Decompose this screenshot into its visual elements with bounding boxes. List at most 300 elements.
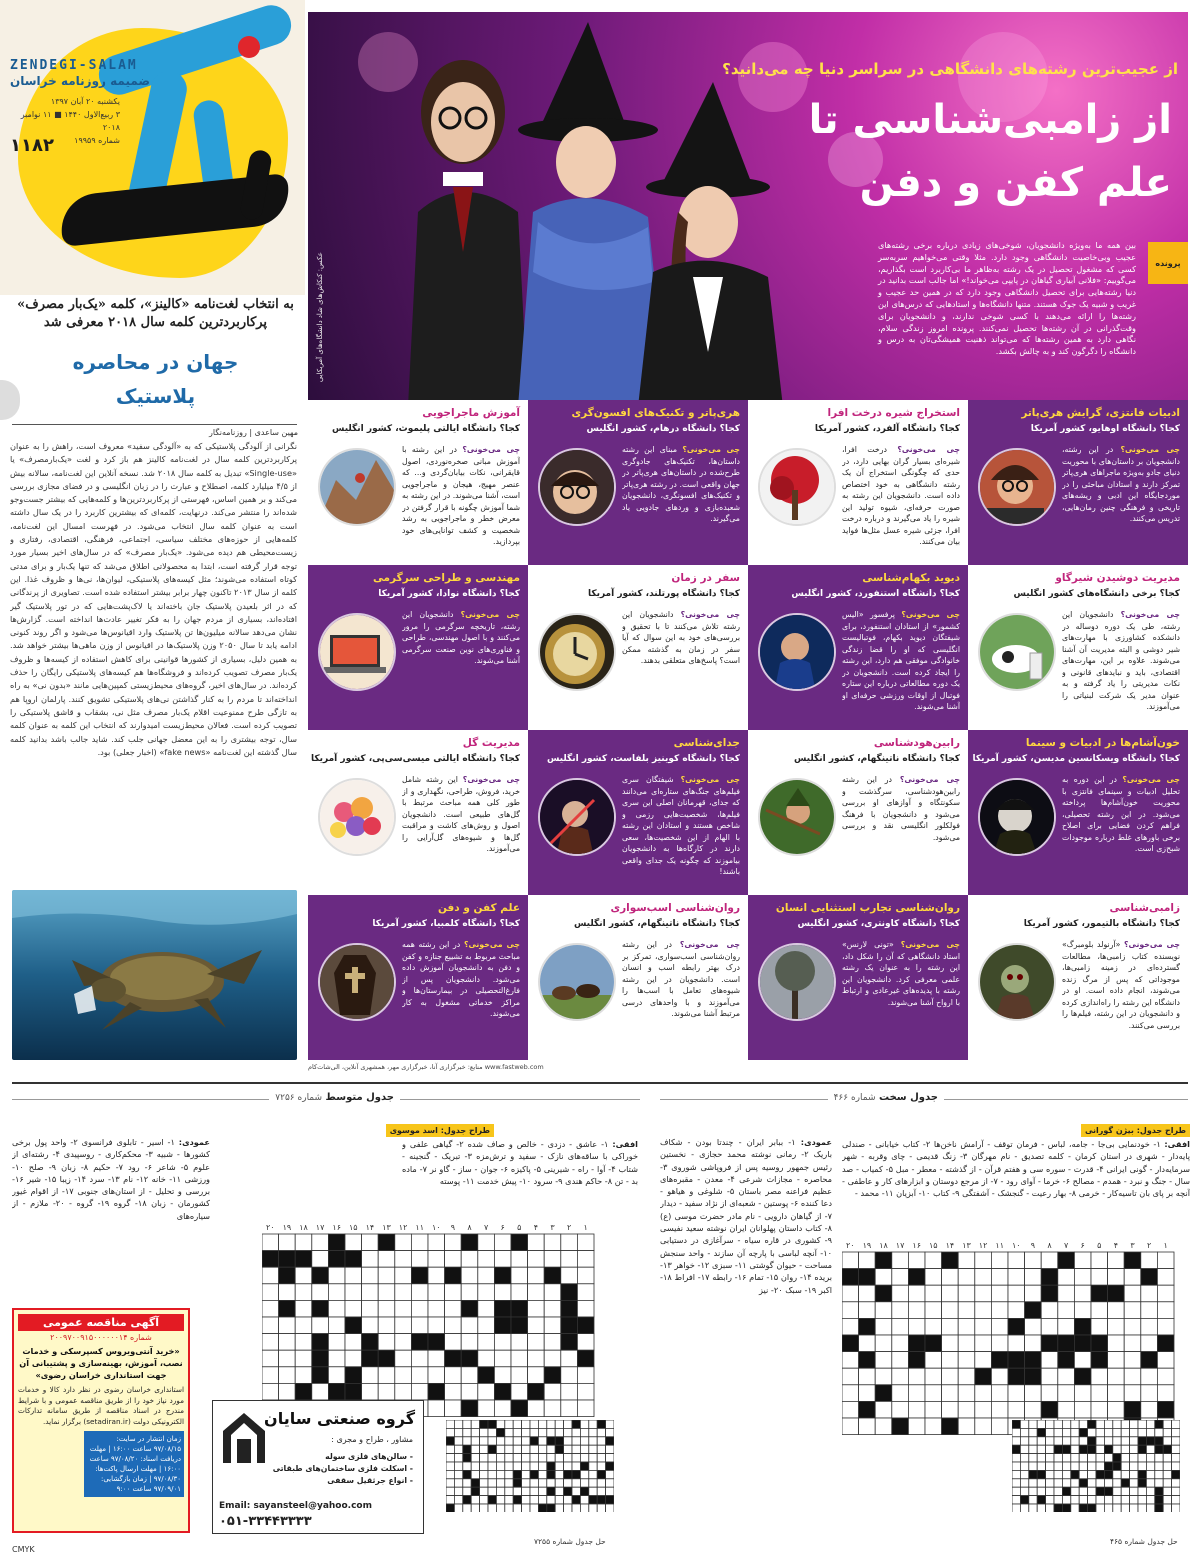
crossword-cell[interactable] (1029, 1504, 1037, 1512)
crossword-cell[interactable] (312, 1284, 329, 1301)
crossword-cell[interactable] (1012, 1470, 1020, 1478)
crossword-cell[interactable] (496, 1437, 504, 1445)
crossword-cell[interactable] (1041, 1302, 1058, 1319)
crossword-cell[interactable] (279, 1234, 296, 1251)
crossword-cell[interactable] (1071, 1479, 1079, 1487)
crossword-cell[interactable] (1108, 1269, 1125, 1286)
crossword-cell[interactable] (1046, 1445, 1054, 1453)
crossword-cell[interactable] (513, 1420, 521, 1428)
crossword-cell[interactable] (589, 1420, 597, 1428)
crossword-cell[interactable] (1020, 1445, 1028, 1453)
crossword-cell[interactable] (395, 1234, 412, 1251)
crossword-cell[interactable] (461, 1383, 478, 1400)
crossword-cell[interactable] (859, 1385, 876, 1402)
crossword-cell[interactable] (1138, 1428, 1146, 1436)
crossword-cell[interactable] (1079, 1454, 1087, 1462)
crossword-cell[interactable] (892, 1401, 909, 1418)
crossword-cell[interactable] (530, 1487, 538, 1495)
crossword-cell[interactable] (1074, 1285, 1091, 1302)
crossword-cell[interactable] (597, 1454, 605, 1462)
crossword-cell[interactable] (942, 1302, 959, 1319)
crossword-cell[interactable] (454, 1437, 462, 1445)
crossword-cell[interactable] (1029, 1479, 1037, 1487)
crossword-cell[interactable] (544, 1234, 561, 1251)
crossword-cell[interactable] (1079, 1420, 1087, 1428)
crossword-cell[interactable] (1121, 1428, 1129, 1436)
crossword-cell[interactable] (1041, 1252, 1058, 1269)
crossword-cell[interactable] (1172, 1496, 1180, 1504)
crossword-cell[interactable] (1058, 1401, 1075, 1418)
crossword-cell[interactable] (1113, 1470, 1121, 1478)
crossword-cell[interactable] (892, 1352, 909, 1369)
crossword-cell[interactable] (328, 1267, 345, 1284)
crossword-cell[interactable] (480, 1445, 488, 1453)
crossword-cell[interactable] (1046, 1428, 1054, 1436)
crossword-cell[interactable] (925, 1368, 942, 1385)
crossword-cell[interactable] (395, 1317, 412, 1334)
crossword-cell[interactable] (428, 1400, 445, 1417)
crossword-cell[interactable] (942, 1318, 959, 1335)
crossword-cell[interactable] (1062, 1454, 1070, 1462)
crossword-cell[interactable] (1046, 1420, 1054, 1428)
crossword-cell[interactable] (1041, 1318, 1058, 1335)
crossword-cell[interactable] (1108, 1318, 1125, 1335)
crossword-cell[interactable] (378, 1317, 395, 1334)
crossword-cell[interactable] (572, 1428, 580, 1436)
crossword-cell[interactable] (505, 1504, 513, 1512)
crossword-cell[interactable] (494, 1350, 511, 1367)
crossword-cell[interactable] (925, 1385, 942, 1402)
crossword-cell[interactable] (494, 1284, 511, 1301)
crossword-cell[interactable] (446, 1445, 454, 1453)
crossword-cell[interactable] (279, 1334, 296, 1351)
crossword-cell[interactable] (328, 1334, 345, 1351)
crossword-cell[interactable] (1141, 1302, 1158, 1319)
crossword-cell[interactable] (597, 1504, 605, 1512)
crossword-cell[interactable] (1138, 1462, 1146, 1470)
crossword-cell[interactable] (528, 1251, 545, 1268)
crossword-cell[interactable] (1113, 1437, 1121, 1445)
crossword-cell[interactable] (1155, 1462, 1163, 1470)
crossword-cell[interactable] (454, 1496, 462, 1504)
crossword-cell[interactable] (445, 1251, 462, 1268)
crossword-cell[interactable] (958, 1385, 975, 1402)
crossword-cell[interactable] (908, 1418, 925, 1435)
crossword-cell[interactable] (463, 1462, 471, 1470)
crossword-cell[interactable] (362, 1251, 379, 1268)
crossword-cell[interactable] (1104, 1437, 1112, 1445)
crossword-cell[interactable] (395, 1334, 412, 1351)
crossword-cell[interactable] (925, 1302, 942, 1319)
crossword-cell[interactable] (1020, 1420, 1028, 1428)
crossword-cell[interactable] (580, 1470, 588, 1478)
crossword-cell[interactable] (262, 1350, 279, 1367)
crossword-cell[interactable] (908, 1252, 925, 1269)
crossword-cell[interactable] (1121, 1445, 1129, 1453)
crossword-cell[interactable] (555, 1504, 563, 1512)
crossword-cell[interactable] (1025, 1335, 1042, 1352)
crossword-cell[interactable] (480, 1454, 488, 1462)
crossword-cell[interactable] (494, 1251, 511, 1268)
crossword-cell[interactable] (328, 1284, 345, 1301)
crossword-cell[interactable] (511, 1251, 528, 1268)
crossword-cell[interactable] (1163, 1462, 1171, 1470)
crossword-cell[interactable] (446, 1496, 454, 1504)
crossword-cell[interactable] (589, 1437, 597, 1445)
crossword-cell[interactable] (547, 1420, 555, 1428)
crossword-cell[interactable] (1121, 1487, 1129, 1495)
sayan-ad-email[interactable]: Email: sayansteel@yahoo.com (219, 1501, 372, 1511)
crossword-cell[interactable] (1029, 1445, 1037, 1453)
crossword-cell[interactable] (488, 1470, 496, 1478)
crossword-cell[interactable] (1146, 1487, 1154, 1495)
crossword-cell[interactable] (463, 1504, 471, 1512)
crossword-cell[interactable] (395, 1300, 412, 1317)
crossword-cell[interactable] (1138, 1487, 1146, 1495)
crossword-cell[interactable] (328, 1350, 345, 1367)
crossword-cell[interactable] (597, 1479, 605, 1487)
crossword-cell[interactable] (577, 1251, 594, 1268)
crossword-cell[interactable] (589, 1470, 597, 1478)
crossword-cell[interactable] (606, 1504, 614, 1512)
crossword-cell[interactable] (312, 1383, 329, 1400)
crossword-cell[interactable] (1054, 1470, 1062, 1478)
crossword-cell[interactable] (1062, 1437, 1070, 1445)
crossword-cell[interactable] (1096, 1437, 1104, 1445)
crossword-cell[interactable] (362, 1267, 379, 1284)
crossword-cell[interactable] (1124, 1285, 1141, 1302)
crossword-cell[interactable] (1025, 1269, 1042, 1286)
crossword-cell[interactable] (1041, 1368, 1058, 1385)
crossword-cell[interactable] (1163, 1437, 1171, 1445)
crossword-cell[interactable] (892, 1252, 909, 1269)
crossword-cell[interactable] (538, 1462, 546, 1470)
crossword-cell[interactable] (555, 1420, 563, 1428)
crossword-cell[interactable] (530, 1504, 538, 1512)
crossword-cell[interactable] (395, 1383, 412, 1400)
crossword-cell[interactable] (528, 1284, 545, 1301)
crossword-cell[interactable] (555, 1487, 563, 1495)
crossword-cell[interactable] (1113, 1487, 1121, 1495)
crossword-cell[interactable] (908, 1385, 925, 1402)
crossword-cell[interactable] (577, 1234, 594, 1251)
crossword-cell[interactable] (496, 1487, 504, 1495)
crossword-cell[interactable] (1008, 1302, 1025, 1319)
crossword-cell[interactable] (488, 1454, 496, 1462)
crossword-cell[interactable] (958, 1368, 975, 1385)
crossword-cell[interactable] (1029, 1420, 1037, 1428)
crossword-cell[interactable] (478, 1251, 495, 1268)
crossword-cell[interactable] (892, 1269, 909, 1286)
crossword-cell[interactable] (513, 1445, 521, 1453)
crossword-cell[interactable] (454, 1470, 462, 1478)
crossword-cell[interactable] (480, 1462, 488, 1470)
crossword-cell[interactable] (362, 1234, 379, 1251)
crossword-cell[interactable] (925, 1252, 942, 1269)
crossword-cell[interactable] (538, 1428, 546, 1436)
crossword-cell[interactable] (1020, 1479, 1028, 1487)
crossword-cell[interactable] (496, 1504, 504, 1512)
crossword-cell[interactable] (572, 1487, 580, 1495)
crossword-cell[interactable] (1096, 1462, 1104, 1470)
crossword-cell[interactable] (1054, 1454, 1062, 1462)
crossword-cell[interactable] (522, 1470, 530, 1478)
crossword-cell[interactable] (875, 1269, 892, 1286)
crossword-cell[interactable] (1121, 1504, 1129, 1512)
crossword-cell[interactable] (580, 1504, 588, 1512)
crossword-cell[interactable] (564, 1462, 572, 1470)
crossword-cell[interactable] (471, 1420, 479, 1428)
crossword-cell[interactable] (538, 1496, 546, 1504)
crossword-cell[interactable] (1146, 1420, 1154, 1428)
crossword-cell[interactable] (1108, 1368, 1125, 1385)
crossword-cell[interactable] (528, 1267, 545, 1284)
crossword-cell[interactable] (572, 1479, 580, 1487)
crossword-cell[interactable] (522, 1428, 530, 1436)
crossword-cell[interactable] (1079, 1487, 1087, 1495)
crossword-cell[interactable] (1062, 1462, 1070, 1470)
crossword-cell[interactable] (577, 1400, 594, 1417)
crossword-cell[interactable] (538, 1470, 546, 1478)
crossword-cell[interactable] (1029, 1487, 1037, 1495)
crossword-cell[interactable] (547, 1479, 555, 1487)
crossword-cell[interactable] (544, 1334, 561, 1351)
crossword-cell[interactable] (1172, 1437, 1180, 1445)
crossword-cell[interactable] (958, 1352, 975, 1369)
crossword-cell[interactable] (471, 1504, 479, 1512)
crossword-cell[interactable] (522, 1445, 530, 1453)
crossword-cell[interactable] (1041, 1385, 1058, 1402)
crossword-cell[interactable] (606, 1428, 614, 1436)
crossword-cell[interactable] (362, 1383, 379, 1400)
crossword-cell[interactable] (958, 1302, 975, 1319)
crossword-cell[interactable] (875, 1418, 892, 1435)
crossword-cell[interactable] (1029, 1454, 1037, 1462)
crossword-cell[interactable] (538, 1487, 546, 1495)
crossword-cell[interactable] (454, 1479, 462, 1487)
crossword-cell[interactable] (875, 1318, 892, 1335)
crossword-cell[interactable] (1046, 1487, 1054, 1495)
crossword-cell[interactable] (1124, 1385, 1141, 1402)
crossword-cell[interactable] (522, 1462, 530, 1470)
crossword-cell[interactable] (1008, 1285, 1025, 1302)
crossword-cell[interactable] (1054, 1462, 1062, 1470)
crossword-cell[interactable] (505, 1496, 513, 1504)
crossword-cell[interactable] (445, 1234, 462, 1251)
crossword-cell[interactable] (1020, 1428, 1028, 1436)
crossword-cell[interactable] (975, 1385, 992, 1402)
crossword-cell[interactable] (1104, 1504, 1112, 1512)
crossword-cell[interactable] (522, 1437, 530, 1445)
crossword-cell[interactable] (842, 1385, 859, 1402)
crossword-cell[interactable] (446, 1487, 454, 1495)
crossword-cell[interactable] (378, 1267, 395, 1284)
crossword-cell[interactable] (1155, 1454, 1163, 1462)
crossword-cell[interactable] (925, 1418, 942, 1435)
crossword-cell[interactable] (1121, 1437, 1129, 1445)
crossword-cell[interactable] (1124, 1368, 1141, 1385)
crossword-cell[interactable] (262, 1317, 279, 1334)
crossword-cell[interactable] (1146, 1445, 1154, 1453)
crossword-cell[interactable] (446, 1428, 454, 1436)
crossword-cell[interactable] (597, 1428, 605, 1436)
crossword-cell[interactable] (295, 1350, 312, 1367)
crossword-cell[interactable] (1071, 1487, 1079, 1495)
crossword-cell[interactable] (362, 1300, 379, 1317)
crossword-cell[interactable] (1046, 1470, 1054, 1478)
crossword-cell[interactable] (411, 1251, 428, 1268)
crossword-cell[interactable] (1012, 1428, 1020, 1436)
crossword-cell[interactable] (538, 1454, 546, 1462)
crossword-cell[interactable] (1071, 1437, 1079, 1445)
crossword-cell[interactable] (279, 1350, 296, 1367)
crossword-cell[interactable] (1088, 1487, 1096, 1495)
crossword-cell[interactable] (488, 1462, 496, 1470)
crossword-cell[interactable] (505, 1445, 513, 1453)
crossword-cell[interactable] (312, 1251, 329, 1268)
crossword-cell[interactable] (345, 1284, 362, 1301)
crossword-cell[interactable] (1163, 1487, 1171, 1495)
crossword-cell[interactable] (1071, 1454, 1079, 1462)
crossword-cell[interactable] (859, 1368, 876, 1385)
crossword-cell[interactable] (958, 1269, 975, 1286)
crossword-cell[interactable] (1096, 1454, 1104, 1462)
crossword-cell[interactable] (1172, 1428, 1180, 1436)
crossword-cell[interactable] (478, 1300, 495, 1317)
crossword-cell[interactable] (328, 1367, 345, 1384)
crossword-cell[interactable] (279, 1317, 296, 1334)
crossword-cell[interactable] (1113, 1428, 1121, 1436)
crossword-cell[interactable] (461, 1334, 478, 1351)
crossword-cell[interactable] (580, 1420, 588, 1428)
crossword-cell[interactable] (1020, 1454, 1028, 1462)
crossword-cell[interactable] (958, 1252, 975, 1269)
crossword-cell[interactable] (1012, 1437, 1020, 1445)
crossword-cell[interactable] (991, 1285, 1008, 1302)
crossword-cell[interactable] (925, 1318, 942, 1335)
crossword-cell[interactable] (488, 1479, 496, 1487)
crossword-cell[interactable] (1146, 1454, 1154, 1462)
crossword-cell[interactable] (1029, 1428, 1037, 1436)
crossword-cell[interactable] (577, 1383, 594, 1400)
crossword-cell[interactable] (1008, 1385, 1025, 1402)
crossword-cell[interactable] (1096, 1420, 1104, 1428)
crossword-cell[interactable] (1025, 1285, 1042, 1302)
crossword-cell[interactable] (345, 1234, 362, 1251)
crossword-cell[interactable] (1157, 1368, 1174, 1385)
crossword-cell[interactable] (461, 1251, 478, 1268)
crossword-cell[interactable] (1025, 1401, 1042, 1418)
crossword-cell[interactable] (505, 1462, 513, 1470)
crossword-cell[interactable] (1163, 1454, 1171, 1462)
crossword-cell[interactable] (1058, 1285, 1075, 1302)
crossword-cell[interactable] (1025, 1385, 1042, 1402)
crossword-cell[interactable] (1091, 1318, 1108, 1335)
crossword-cell[interactable] (544, 1284, 561, 1301)
crossword-cell[interactable] (991, 1269, 1008, 1286)
crossword-cell[interactable] (561, 1251, 578, 1268)
crossword-cell[interactable] (859, 1285, 876, 1302)
crossword-cell[interactable] (505, 1420, 513, 1428)
crossword-cell[interactable] (1096, 1479, 1104, 1487)
crossword-cell[interactable] (958, 1418, 975, 1435)
crossword-cell[interactable] (513, 1437, 521, 1445)
crossword-cell[interactable] (295, 1300, 312, 1317)
crossword-cell[interactable] (1130, 1462, 1138, 1470)
crossword-cell[interactable] (480, 1437, 488, 1445)
crossword-cell[interactable] (471, 1437, 479, 1445)
crossword-cell[interactable] (859, 1418, 876, 1435)
crossword-cell[interactable] (1037, 1420, 1045, 1428)
crossword-cell[interactable] (1074, 1302, 1091, 1319)
crossword-cell[interactable] (1124, 1335, 1141, 1352)
crossword-cell[interactable] (1046, 1479, 1054, 1487)
crossword-cell[interactable] (1108, 1401, 1125, 1418)
crossword-cell[interactable] (1172, 1420, 1180, 1428)
crossword-cell[interactable] (1113, 1445, 1121, 1453)
crossword-cell[interactable] (842, 1285, 859, 1302)
crossword-cell[interactable] (1037, 1437, 1045, 1445)
crossword-cell[interactable] (528, 1234, 545, 1251)
crossword-cell[interactable] (528, 1300, 545, 1317)
crossword-cell[interactable] (461, 1367, 478, 1384)
crossword-cell[interactable] (942, 1352, 959, 1369)
crossword-cell[interactable] (892, 1385, 909, 1402)
crossword-cell[interactable] (496, 1496, 504, 1504)
crossword-cell[interactable] (279, 1367, 296, 1384)
crossword-cell[interactable] (842, 1302, 859, 1319)
crossword-cell[interactable] (471, 1462, 479, 1470)
crossword-cell[interactable] (1157, 1252, 1174, 1269)
crossword-cell[interactable] (859, 1252, 876, 1269)
crossword-cell[interactable] (1104, 1496, 1112, 1504)
crossword-cell[interactable] (1037, 1454, 1045, 1462)
crossword-cell[interactable] (564, 1445, 572, 1453)
crossword-cell[interactable] (478, 1400, 495, 1417)
crossword-cell[interactable] (1146, 1462, 1154, 1470)
crossword-cell[interactable] (1074, 1385, 1091, 1402)
crossword-cell[interactable] (564, 1479, 572, 1487)
crossword-cell[interactable] (561, 1350, 578, 1367)
crossword-cell[interactable] (1138, 1496, 1146, 1504)
crossword-cell[interactable] (1071, 1420, 1079, 1428)
crossword-cell[interactable] (295, 1367, 312, 1384)
crossword-cell[interactable] (262, 1284, 279, 1301)
crossword-cell[interactable] (1130, 1496, 1138, 1504)
crossword-cell[interactable] (1088, 1479, 1096, 1487)
crossword-cell[interactable] (538, 1445, 546, 1453)
crossword-cell[interactable] (1062, 1479, 1070, 1487)
crossword-cell[interactable] (1008, 1252, 1025, 1269)
crossword-cell[interactable] (446, 1462, 454, 1470)
crossword-cell[interactable] (463, 1479, 471, 1487)
crossword-cell[interactable] (1096, 1445, 1104, 1453)
crossword-cell[interactable] (1141, 1335, 1158, 1352)
crossword-cell[interactable] (496, 1454, 504, 1462)
crossword-cell[interactable] (378, 1334, 395, 1351)
crossword-cell[interactable] (1071, 1462, 1079, 1470)
crossword-cell[interactable] (561, 1267, 578, 1284)
crossword-cell[interactable] (1104, 1479, 1112, 1487)
crossword-cell[interactable] (428, 1234, 445, 1251)
crossword-cell[interactable] (1058, 1385, 1075, 1402)
crossword-cell[interactable] (577, 1284, 594, 1301)
crossword-cell[interactable] (530, 1462, 538, 1470)
crossword-cell[interactable] (1108, 1302, 1125, 1319)
crossword-grid-hard[interactable] (842, 1238, 1188, 1435)
crossword-cell[interactable] (1046, 1496, 1054, 1504)
crossword-cell[interactable] (1054, 1428, 1062, 1436)
